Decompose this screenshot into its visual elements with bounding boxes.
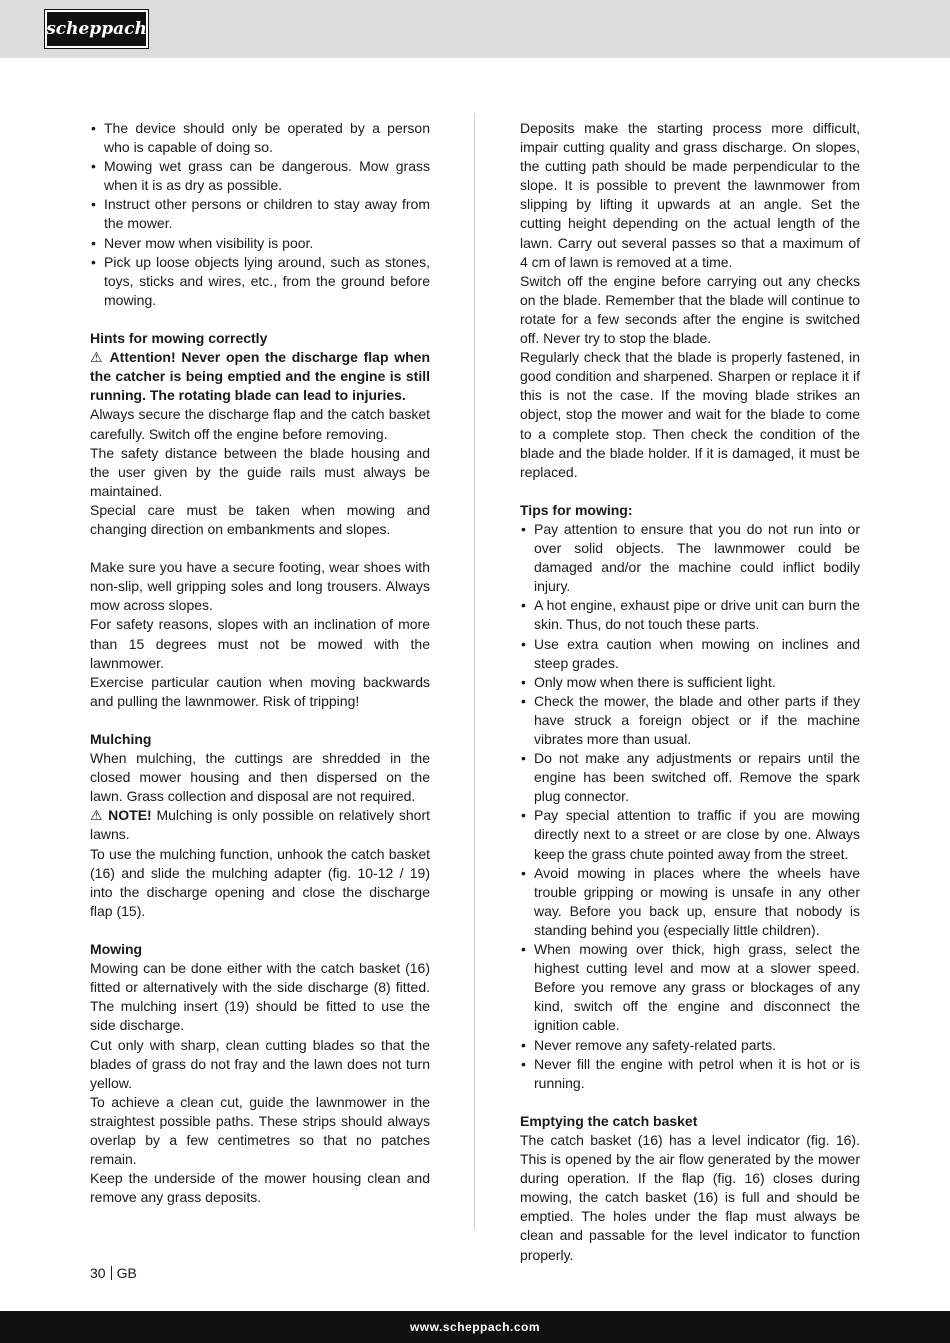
list-item: • Avoid mowing in places where the wheels have trouble gripping or mowing is unsafe in any other way. Before you back up, ensure that nobody is standing behind you (especially little children). <box>520 864 860 940</box>
hints-warning-text: Attention! Never open the discharge flap when the catcher is being emptied and the engine is still running. The rotating blade can lead to injuries. <box>90 349 430 404</box>
tips-bullet-list <box>520 520 860 1093</box>
paragraph: When mulching, the cuttings are shredded in the closed mower housing and then dispersed on the lawn. Grass collection and disposal are not required. <box>90 750 430 805</box>
list-item: • Mowing wet grass can be dangerous. Mow grass when it is as dry as possible. <box>90 157 430 195</box>
hints-heading: Hints for mowing correctly <box>90 330 268 347</box>
paragraph: The safety distance between the blade housing and the user given by the guide rails must always be maintained. <box>90 444 430 499</box>
paragraph: Always secure the discharge flap and the catch basket carefully. Switch off the engine before removing. <box>90 406 430 442</box>
scheppach-logo <box>45 10 148 48</box>
list-item: • Instruct other persons or children to stay away from the mower. <box>90 195 430 233</box>
list-item: • Pay attention to ensure that you do not run into or over solid objects. The lawnmower could be damaged and/or the machine could inflict bodily injury. <box>520 520 860 596</box>
footer-band <box>0 1311 950 1343</box>
paragraph: The catch basket (16) has a level indicator (fig. 16). This is opened by the air flow generated by the mower during operation. If the flap (fig. 16) closes during mowing, the catch basket (16) is full and should be emptied. The holes under the flap must always be clean and passable for the level indicator to function properly. <box>520 1131 860 1263</box>
paragraph: Mowing can be done either with the catch basket (16) fitted or alternatively with the side discharge (8) fitted. The mulching insert (19) should be fitted to use the side discharge. <box>90 960 430 1034</box>
list-item: • Do not make any adjustments or repairs until the engine has been switched off. Remove the spark plug connector. <box>520 749 860 806</box>
list-item: • When mowing over thick, high grass, select the highest cutting level and mow at a slower speed. Before you remove any grass or blockages of any kind, switch off the engine and disconnect the ignition cable. <box>520 940 860 1035</box>
page-number <box>90 1265 137 1281</box>
mulching-note <box>90 806 430 844</box>
page-number-separator <box>111 1266 112 1280</box>
list-item: • Never fill the engine with petrol when it is hot or is running. <box>520 1055 860 1093</box>
column-divider <box>474 113 475 1230</box>
mowing-heading: Mowing <box>90 941 143 958</box>
list-item: • Pay special attention to traffic if you are mowing directly next to a street or are close by one. Always keep the grass chute pointed away from the street. <box>520 806 860 863</box>
hints-warning <box>90 348 430 405</box>
paragraph: Switch off the engine before carrying out any checks on the blade. Remember that the blade will continue to rotate for a few seconds after the engine is switched off. Never try to stop the blade. <box>520 272 860 347</box>
safety-bullet-list <box>90 119 430 310</box>
page-language: GB <box>116 1265 137 1281</box>
paragraph: Cut only with sharp, clean cutting blades so that the blades of grass do not fray and the lawn does not turn yellow. <box>90 1036 430 1091</box>
paragraph: Exercise particular caution when moving backwards and pulling the lawnmower. Risk of tripping! <box>90 673 430 709</box>
paragraph: Special care must be taken when mowing and changing direction on embankments and slopes. <box>90 501 430 537</box>
tips-heading: Tips for mowing: <box>520 501 633 518</box>
page-number-value: 30 <box>90 1265 106 1281</box>
note-text: Mulching is only possible on relatively short lawns. <box>90 807 430 843</box>
right-column <box>520 119 860 1265</box>
left-column <box>90 119 430 1207</box>
emptying-heading: Emptying the catch basket <box>520 1112 698 1129</box>
paragraph: Keep the underside of the mower housing clean and remove any grass deposits. <box>90 1170 430 1206</box>
paragraph: For safety reasons, slopes with an inclination of more than 15 degrees must not be mowed with the lawnmower. <box>90 616 430 671</box>
logo-text: scheppach <box>46 19 147 39</box>
paragraph: To achieve a clean cut, guide the lawnmower in the straightest possible paths. These strips should always overlap by a few centimetres so that no patches remain. <box>90 1093 430 1168</box>
warning-icon: ⚠ <box>90 807 104 824</box>
note-label: NOTE! <box>108 807 152 824</box>
mulching-heading: Mulching <box>90 731 152 747</box>
footer-url: www.scheppach.com <box>409 1320 541 1334</box>
list-item: • Only mow when there is sufficient light. <box>520 673 860 692</box>
warning-icon: ⚠ <box>90 349 105 366</box>
list-item: • Pick up loose objects lying around, such as stones, toys, sticks and wires, etc., from the ground before mowing. <box>90 253 430 310</box>
paragraph: Deposits make the starting process more difficult, impair cutting quality and grass discharge. On slopes, the cutting path should be made perpendicular to the slope. It is possible to prevent the lawnmower from slipping by lifting it upwards at an angle. Set the cutting height depending on the actual length of the lawn. Carry out several passes so that a maximum of 4 cm of lawn is removed at a time. <box>520 120 860 270</box>
list-item: • Never remove any safety-related parts. <box>520 1036 860 1055</box>
list-item: • Use extra caution when mowing on inclines and steep grades. <box>520 635 860 673</box>
header-band <box>0 0 950 58</box>
list-item: • Never mow when visibility is poor. <box>90 234 430 253</box>
list-item: • Check the mower, the blade and other parts if they have struck a foreign object or if the machine vibrates more than usual. <box>520 692 860 749</box>
paragraph: Regularly check that the blade is properly fastened, in good condition and sharpened. Sharpen or replace it if this is not the case. If the moving blade strikes an object, stop the mower and wait for the blade to come to a complete stop. Then check the condition of the blade and the blade holder. If it is damaged, it must be replaced. <box>520 349 860 480</box>
list-item: • A hot engine, exhaust pipe or drive unit can burn the skin. Thus, do not touch these parts. <box>520 596 860 634</box>
paragraph: Make sure you have a secure footing, wear shoes with non-slip, well gripping soles and long trousers. Always mow across slopes. <box>90 559 430 614</box>
paragraph: To use the mulching function, unhook the catch basket (16) and slide the mulching adapter (fig. 10-12 / 19) into the discharge opening and close the discharge flap (15). <box>90 845 430 919</box>
list-item: • The device should only be operated by a person who is capable of doing so. <box>90 119 430 157</box>
